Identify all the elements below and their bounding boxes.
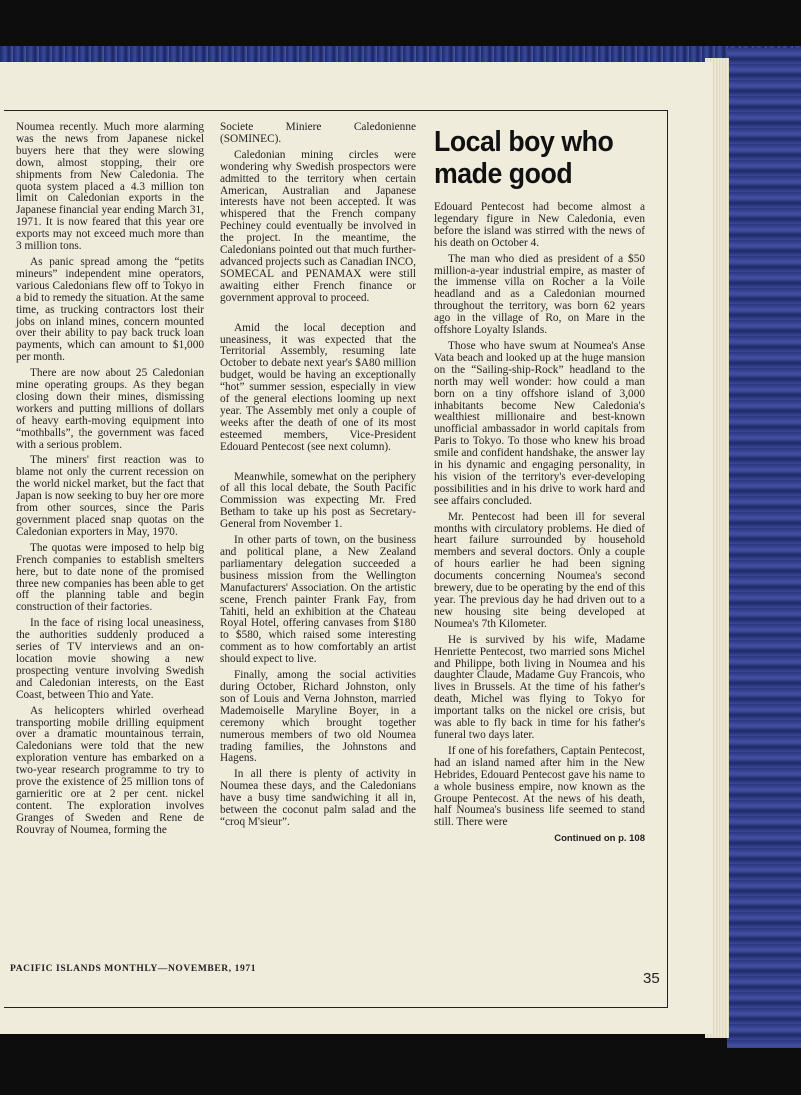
column-3: [434, 122, 645, 845]
column-1: [16, 122, 204, 841]
paragraph: Mr. Pentecost had been ill for several months with circulatory problems. He died of heart failure surrounded by household members and several doctors. Only a couple of hours earlier he had been signing documents concerning Noumea's second brewery, due to be operating by the end of this year. The previous day he had driven out to a new housing site being developed at Noumea's 7th Kilometer.: [434, 510, 645, 630]
continued-note: Continued on p. 108: [554, 833, 645, 845]
paragraph: The miners' first reaction was to blame not only the current recession on the world nickel market, but the fact that Japan is now seeking to buy her ore more from other sources, since the Paris government placed snap quotas on the Caledonian exporters in May, 1970.: [16, 454, 204, 538]
paragraph: As helicopters whirled overhead transporting mobile drilling equipment over a dramatic mountainous terrain, Caledonians were told that the new exploration venture has embarked on a two-year research programme to try to prove the existence of 25 million tons of garnieritic ore at 2 per cent. nickel content. The exploration involves Granges of Sweden and Rene de Rouvray of Noumea, forming the: [16, 704, 204, 836]
paragraph: Societe Miniere Caledonienne (SOMINEC).: [220, 121, 416, 145]
magazine-page: [0, 62, 712, 1034]
paragraph: If one of his forefathers, Captain Pentecost, had an island named after him in the New Hebrides, Edouard Pentecost gave his name to a whole business empire, now known as the Groupe Pentecost. At the news of his death, half Noumea's business life seemed to stand still. There were: [434, 744, 645, 829]
paragraph: In other parts of town, on the business and political plane, a New Zealand parliamentary delegation succeeded a business mission from the Wellington Manufacturers' Association. On the artistic scene, French painter Frank Fay, from Tahiti, held an exhibition at the Chateau Royal Hotel, offering canvases from $180 to $580, which raised some interesting comment as to how comfortably an artist should expect to live.: [220, 534, 416, 666]
paragraph: Finally, among the social activities during October, Richard Johnston, only son of Louis and Verna Johnston, married Mademoiselle Maryline Boyer, in a ceremony which brought together numerous members of two old Noumea trading families, the Johnstons and Hagens.: [220, 669, 416, 765]
paragraph: Noumea recently. Much more alarming was the news from Japanese nickel buyers here that they were slowing down, almost stopping, their ore shipments from New Caledonia. The quota system placed a 4.3 million ton limit on Caledonian exports in the Japanese financial year ending March 31, 1971. It is now feared that this year ore exports may not exceed much more than 3 million tons.: [16, 121, 204, 253]
paragraph: He is survived by his wife, Madame Henriette Pentecost, two married sons Michel and Philippe, both living in Noumea and his daughter Claude, Madame Guy Francois, who lives in Brussels. At the time of his father's death, Michel was flying to Tokyo for important talks on the nickel ore crisis, but was able to fly back in time for his father's funeral two days later.: [434, 633, 645, 741]
page-footer-masthead: PACIFIC ISLANDS MONTHLY—NOVEMBER, 1971: [10, 964, 257, 974]
paragraph: In the face of rising local uneasiness, the authorities suddenly produced a series of TV interviews and an on-location movie showing a new prospecting venture involving Swedish and Caledonian interests, on the East Coast, between Thio and Yate.: [16, 617, 204, 701]
magazine-top-edge: [0, 46, 801, 62]
paragraph: The man who died as president of a $50 million-a-year industrial empire, as master of the immense villa on Rocher a la Voile headland and as a Caledonian mourned throughout the territory, was born 62 years ago in the village of Ro, on Mare in the offshore Loyalty Islands.: [434, 252, 645, 337]
paragraph: In all there is plenty of activity in Noumea these days, and the Caledonians have a busy time sandwiching it all in, between the coconut palm salad and the “croq M'sieur”.: [220, 768, 416, 828]
paragraph: The quotas were imposed to help big French companies to establish smelters here, but to date none of the promised three new companies has been able to get off the planning table and begin construction of their factories.: [16, 541, 204, 614]
magazine-spine: [727, 48, 801, 1048]
paragraph: Those who have swum at Noumea's Anse Vata beach and looked up at the huge mansion on the “Sailing-ship-Rock” headland to the north may well wonder: how could a man born on a tiny offshore island of 3,000 inhabitants become New Caledonia's wealthiest millionaire and best-known unofficial ambassador in world capitals from Paris to Tokyo. To those who knew his broad smile and confident handshake, the answer lay in his dynamic and engaging personality, in his vision of the territory's ever-developing possibilities and in his drive to work hard and see affairs concluded.: [434, 339, 645, 507]
paragraph: Amid the local deception and uneasiness, it was expected that the Territorial Assembly, resuming late October to debate next year's $A80 million budget, would be having an exceptionally “hot” summer session, especially in view of the general elections looming up next year. The Assembly met only a couple of weeks after the death of one of its most esteemed members, Vice-President Edouard Pentecost (see next column).: [220, 321, 416, 453]
paragraph: Caledonian mining circles were wondering why Swedish prospectors were admitted to the territory when certain American, Australian and Japanese interests have not been accepted. It was whispered that the French company Pechiney could eventually be involved in the project. In the meantime, the Caledonians pointed out that much further-advanced projects such as Canadian INCO, SOMECAL and PENAMAX were still awaiting either French finance or government approval to proceed.: [220, 148, 416, 304]
column-2: [220, 122, 416, 833]
paragraph: Meanwhile, somewhat on the periphery of all this local debate, the South Pacific Commission was expecting Mr. Fred Betham to take up his post as Secretary-General from November 1.: [220, 470, 416, 531]
page-number: 35: [643, 970, 660, 987]
paragraph: There are now about 25 Caledonian mine operating groups. As they began closing down their mines, dismissing workers and putting millions of dollars of heavy earth-moving equipment into “mothballs”, the government was faced with a serious problem.: [16, 367, 204, 451]
paragraph: Edouard Pentecost had become almost a legendary figure in New Caledonia, even before the island was stirred with the news of his death on October 4.: [434, 201, 645, 249]
article-headline: Local boy who made good: [434, 126, 614, 190]
paragraph: As panic spread among the “petits mineurs” independent mine operators, various Caledonians flew off to Tokyo in a bid to remedy the situation. At the same time, as trucking contractors lost their jobs on inland mines, concern mounted over their ability to pay back truck loan payments, which can amount to $1,000 per month.: [16, 255, 204, 364]
